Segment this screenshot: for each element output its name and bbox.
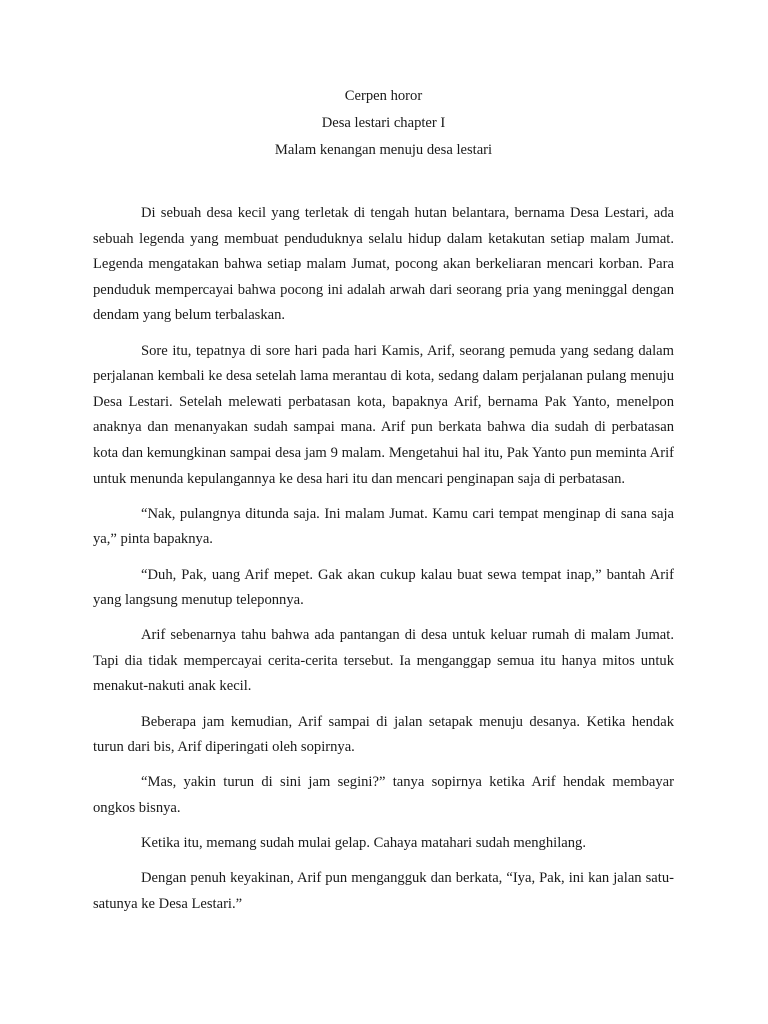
- paragraph: Di sebuah desa kecil yang terletak di tengah hutan belantara, bernama Desa Lestari, ada sebuah legenda yang membuat penduduknya selalu hidup dalam ketakutan setiap malam Jumat. Legenda mengatakan bahwa setiap malam Jumat, pocong akan berkeliaran mencari korban. Para penduduk mempercayai bahwa pocong ini adalah arwah dari seorang pria yang meninggal dengan dendam yang belum terbalaskan.: [93, 205, 674, 324]
- paragraph: Dengan penuh keyakinan, Arif pun mengangguk dan berkata, “Iya, Pak, ini kan jalan satu-satunya ke Desa Lestari.”: [93, 870, 674, 912]
- paragraph: Beberapa jam kemudian, Arif sampai di jalan setapak menuju desanya. Ketika hendak turun dari bis, Arif diperingati oleh sopirnya.: [93, 713, 674, 756]
- story-body: [93, 201, 674, 927]
- paragraph: “Nak, pulangnya ditunda saja. Ini malam Jumat. Kamu cari tempat menginap di sana saja ya,” pinta bapaknya.: [93, 505, 674, 548]
- paragraph: Ketika itu, memang sudah mulai gelap. Cahaya matahari sudah menghilang.: [141, 835, 586, 852]
- paragraph: Arif sebenarnya tahu bahwa ada pantangan di desa untuk keluar rumah di malam Jumat. Tapi dia tidak mempercayai cerita-cerita tersebut. Ia menganggap semua itu hanya mitos untuk menakut-nakuti anak kecil.: [93, 627, 674, 695]
- paragraph: “Duh, Pak, uang Arif mepet. Gak akan cukup kalau buat sewa tempat inap,” bantah Arif yang langsung menutup teleponnya.: [93, 566, 674, 609]
- chapter-title: Desa lestari chapter I: [321, 115, 446, 131]
- title-block: [93, 86, 674, 167]
- paragraph: “Mas, yakin turun di sini jam segini?” tanya sopirnya ketika Arif hendak membayar ongkos bisnya.: [93, 774, 674, 817]
- chapter-subtitle: Malam kenangan menuju desa lestari: [274, 142, 493, 158]
- paragraph: Sore itu, tepatnya di sore hari pada hari Kamis, Arif, seorang pemuda yang sedang dalam perjalanan kembali ke desa setelah lama merantau di kota, sedang dalam perjalanan pulang menuju Desa Lestari. Setelah melewati perbatasan kota, bapaknya Arif, bernama Pak Yanto, menelpon anaknya dan menanyakan sudah sampai mana. Arif pun berkata bahwa dia sudah di perbatasan kota dan kemungkinan sampai desa jam 9 malam. Mengetahui hal itu, Pak Yanto pun meminta Arif untuk menunda kepulangannya ke desa hari itu dan mencari penginapan saja di perbatasan.: [93, 342, 674, 487]
- story-genre-title: Cerpen horor: [344, 88, 423, 104]
